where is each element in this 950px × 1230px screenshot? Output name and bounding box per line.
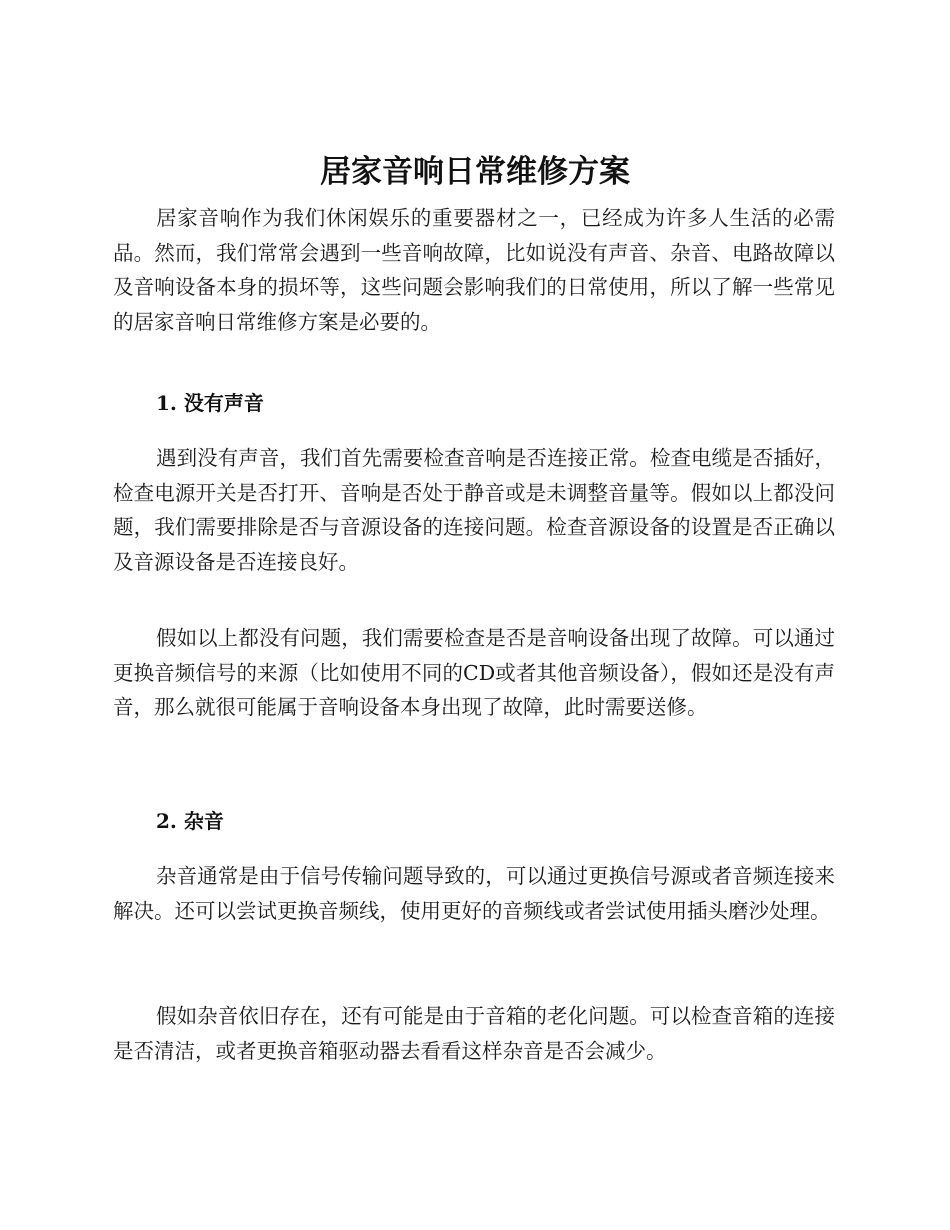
section-heading-no-sound: 1. 没有声音 [156, 391, 264, 415]
section-heading-noise: 2. 杂音 [156, 809, 224, 833]
section-1-paragraph-1: 遇到没有声音，我们首先需要检查音响是否连接正常。检查电缆是否插好，检查电源开关是否打开、音响是否处于静音或是未调整音量等。假如以上都没问题，我们需要排除是否与音源设备的连接问题。检查音源设备的设置是否正确以及音源设备是否连接良好。 [113, 446, 835, 574]
section-1-paragraph-2: 假如以上都没有问题，我们需要检查是否是音响设备出现了故障。可以通过更换音频信号的来源（比如使用不同的CD或者其他音频设备），假如还是没有声音，那么就很可能属于音响设备本身出现了故障，此时需要送修。 [113, 626, 835, 719]
section-2-paragraph-1: 杂音通常是由于信号传输问题导致的，可以通过更换信号源或者音频连接来解决。还可以尝试更换音频线，使用更好的音频线或者尝试使用插头磨沙处理。 [113, 864, 835, 923]
page-title: 居家音响日常维修方案 [320, 154, 630, 190]
section-2-paragraph-2: 假如杂音依旧存在，还有可能是由于音箱的老化问题。可以检查音箱的连接是否清洁，或者更换音箱驱动器去看看这样杂音是否会减少。 [113, 1004, 835, 1063]
intro-paragraph: 居家音响作为我们休闲娱乐的重要器材之一，已经成为许多人生活的必需品。然而，我们常常会遇到一些音响故障，比如说没有声音、杂音、电路故障以及音响设备本身的损坏等，这些问题会影响我们的日常使用，所以了解一些常见的居家音响日常维修方案是必要的。 [113, 206, 835, 334]
